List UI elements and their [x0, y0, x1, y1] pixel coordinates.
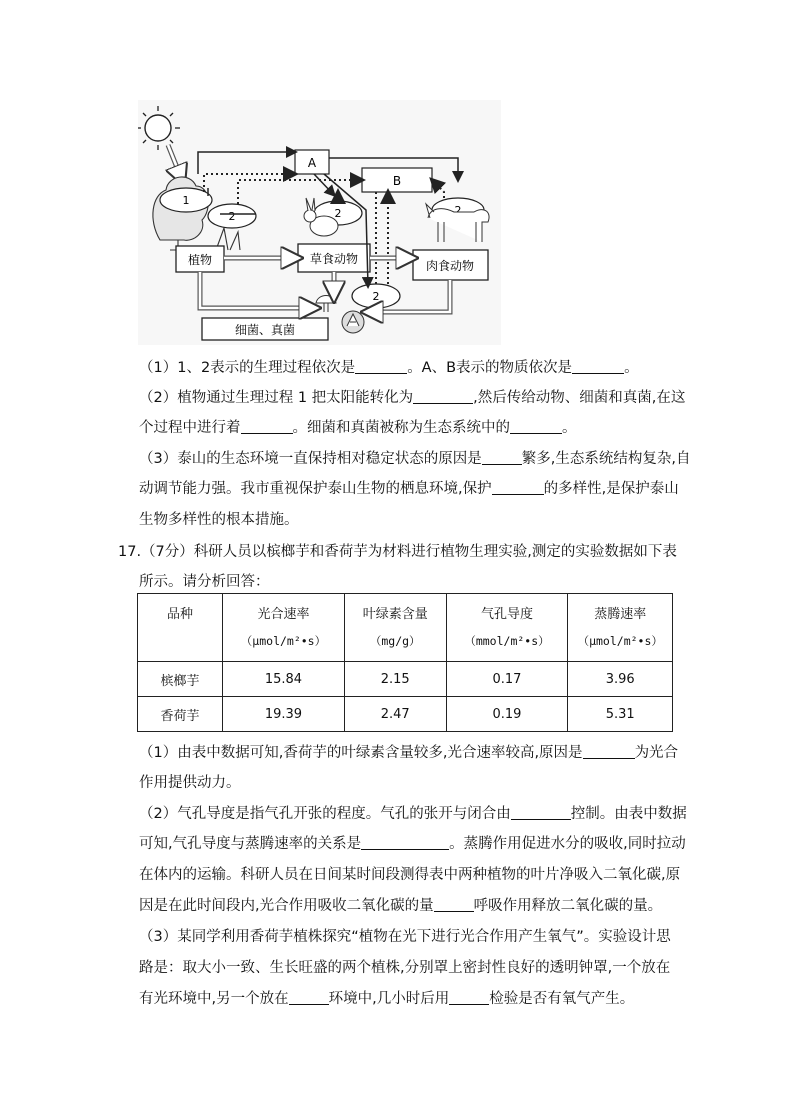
- decomposer-box-label: 细菌、真菌: [234, 323, 296, 337]
- header-variety: 品种: [138, 594, 223, 662]
- q16-part3-line1: （3）泰山的生态环境一直保持相对稳定状态的原因是 繁多,生态系统结构复杂,自: [139, 451, 691, 467]
- answer-blank[interactable]: [449, 990, 489, 1005]
- answer-blank[interactable]: [361, 835, 449, 850]
- q16-part3-line2: 动调节能力强。我市重视保护泰山生物的栖息环境,保护 的多样性,是保护泰山: [139, 481, 679, 497]
- carnivore-box-label: 肉食动物: [425, 259, 475, 273]
- q17-part3-line2: 路是：取大小一致、生长旺盛的两个植株,分别罩上密封性良好的透明钟罩,一个放在: [139, 960, 671, 976]
- decomposer-process-2-label: 2: [372, 290, 380, 303]
- answer-blank[interactable]: [572, 359, 624, 374]
- answer-blank[interactable]: [355, 359, 407, 374]
- q16-part2-line1: （2）植物通过生理过程 1 把太阳能转化为 ,然后传给动物、细菌和真菌,在这: [139, 390, 686, 406]
- table-cell: 2.47: [344, 697, 446, 732]
- box-a-label: A: [307, 156, 317, 170]
- answer-blank[interactable]: [492, 480, 544, 495]
- q17-part2-line3: 在体内的运输。科研人员在日间某时间段测得表中两种植物的叶片净吸入二氧化碳,原: [139, 867, 681, 883]
- q16-part2-line2: 个过程中进行着 。细菌和真菌被称为生态系统中的 。: [139, 420, 577, 436]
- table-row: [138, 697, 673, 732]
- q17-part2-line1: （2）气孔导度是指气孔开张的程度。气孔的张开与闭合由 控制。由表中数据: [139, 806, 687, 822]
- answer-blank[interactable]: [482, 450, 522, 465]
- q17-part2-line2: 可知,气孔导度与蒸腾速率的关系是 。蒸腾作用促进水分的吸收,同时拉动: [139, 836, 686, 852]
- table-cell: 0.19: [446, 697, 568, 732]
- q17-intro-line1: 17.（7分）科研人员以槟榔芋和香荷芋为材料进行植物生理实验,测定的实验数据如下表: [118, 544, 677, 560]
- answer-blank[interactable]: [289, 990, 329, 1005]
- q16-part1: （1）1、2表示的生理过程依次是 。A、B表示的物质依次是 。: [139, 360, 639, 376]
- answer-blank[interactable]: [583, 744, 635, 759]
- herbivore-process-2-label: 2: [334, 207, 342, 220]
- answer-blank[interactable]: [510, 419, 562, 434]
- q17-part2-line4: 因是在此时间段内,光合作用吸收二氧化碳的量 呼吸作用释放二氧化碳的量。: [139, 898, 663, 914]
- answer-blank[interactable]: [413, 389, 473, 404]
- header-photosynthesis-rate: 光合速率 （μmol/m²•s）: [222, 594, 344, 662]
- q17-intro-line2: 所示。请分析回答：: [139, 574, 270, 590]
- q17-part3-line1: （3）某同学利用香荷芋植株探究“植物在光下进行光合作用产生氧气”。实验设计思: [139, 929, 671, 945]
- plant-process-2-label: 2: [228, 210, 236, 223]
- q17-part1-line1: （1）由表中数据可知,香荷芋的叶绿素含量较多,光合速率较高,原因是 为光合: [139, 745, 679, 761]
- data-table: [137, 593, 673, 732]
- header-chlorophyll: 叶绿素含量 （mg/g）: [344, 594, 446, 662]
- table-cell: 19.39: [222, 697, 344, 732]
- herbivore-box-label: 草食动物: [309, 252, 359, 266]
- table-cell: 2.15: [344, 662, 446, 697]
- process-1-label: 1: [182, 194, 190, 207]
- q17-part1-line2: 作用提供动力。: [139, 775, 241, 791]
- q16-part3-line3: 生物多样性的根本措施。: [139, 512, 299, 528]
- table-cell: 香荷芋: [138, 697, 223, 732]
- answer-blank[interactable]: [241, 419, 293, 434]
- table-row: [138, 662, 673, 697]
- plant-box-label: 植物: [187, 253, 213, 267]
- answer-blank[interactable]: [434, 897, 474, 912]
- table-cell: 5.31: [568, 697, 673, 732]
- table-header-row: [138, 594, 673, 662]
- table-cell: 15.84: [222, 662, 344, 697]
- header-stomatal-conductance: 气孔导度 （mmol/m²•s）: [446, 594, 568, 662]
- header-transpiration-rate: 蒸腾速率 （μmol/m²•s）: [568, 594, 673, 662]
- answer-blank[interactable]: [511, 805, 571, 820]
- box-b-label: B: [392, 174, 402, 188]
- table-cell: 0.17: [446, 662, 568, 697]
- table-cell: 槟榔芋: [138, 662, 223, 697]
- q17-part3-line3: 有光环境中,另一个放在 环境中,几小时后用 检验是否有氧气产生。: [139, 991, 635, 1007]
- ecosystem-diagram: [138, 100, 501, 345]
- carnivore-process-2-label: 2: [454, 204, 462, 217]
- table-cell: 3.96: [568, 662, 673, 697]
